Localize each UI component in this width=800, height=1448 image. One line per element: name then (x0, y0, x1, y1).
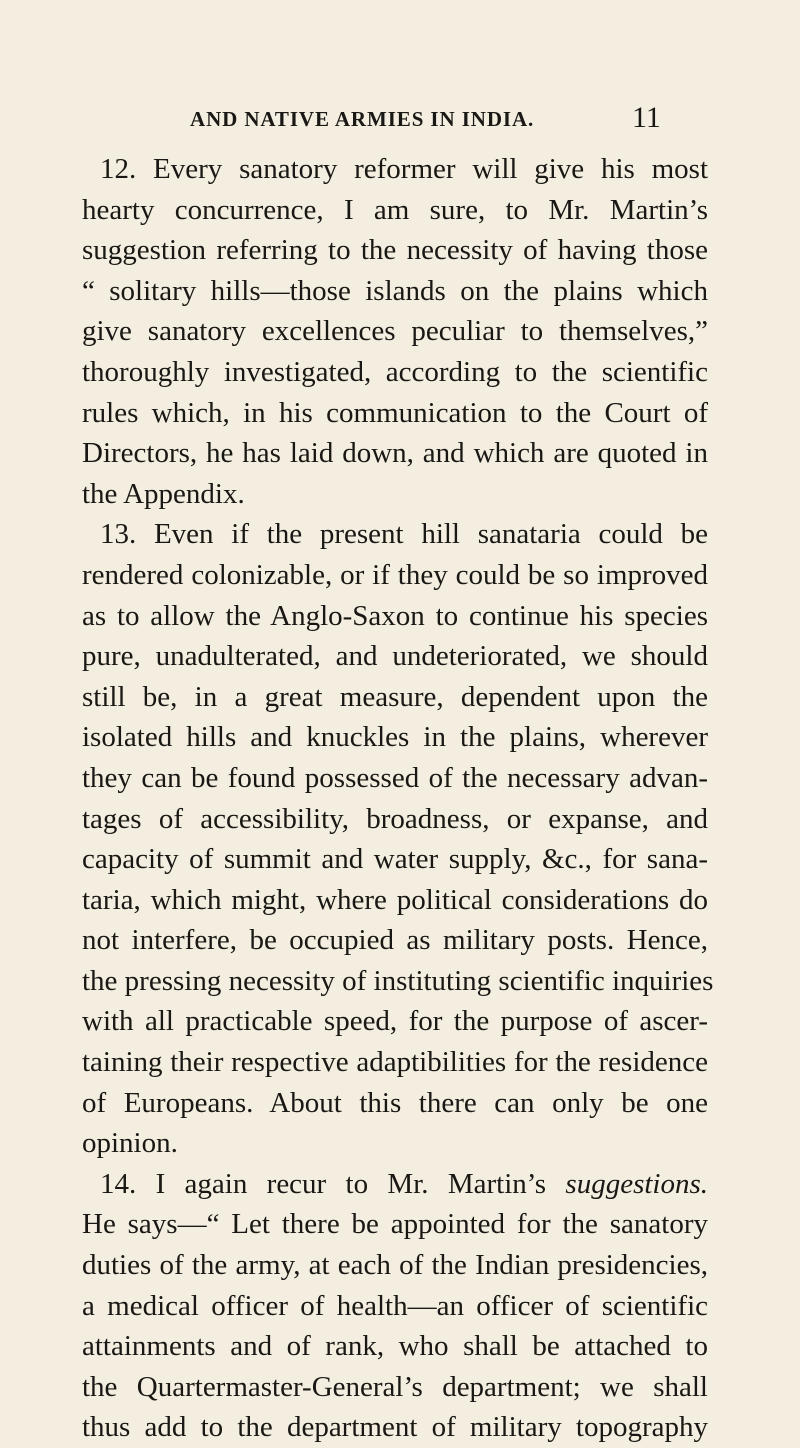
text-line: a medical officer of health—an officer of scientific (82, 1289, 708, 1322)
text-line: “ solitary hills—those islands on the plains which (82, 274, 708, 307)
running-header-title: AND NATIVE ARMIES IN INDIA. (190, 107, 535, 131)
text-line: opinion. (82, 1127, 178, 1160)
text-line: give sanatory excellences peculiar to themselves,” (82, 315, 708, 348)
text-line: 13. Even if the present hill sanataria could be (100, 518, 708, 551)
text-line: duties of the army, at each of the Indian presidencies, (82, 1249, 708, 1282)
text-line: with all practicable speed, for the purpose of ascer- (82, 1005, 708, 1038)
text-line: 12. Every sanatory reformer will give his most (100, 153, 708, 185)
text-line: He says—“ Let there be appointed for the sanatory (82, 1208, 708, 1241)
text-line: of Europeans. About this there can only be one (82, 1086, 708, 1119)
text-line: still be, in a great measure, dependent upon the (82, 680, 708, 713)
text-line: thus add to the department of military topography (82, 1411, 708, 1444)
text-line: they can be found possessed of the necessary advan- (82, 761, 708, 794)
text-line: thoroughly investigated, according to the scientific (82, 355, 708, 388)
text-line: Directors, he has laid down, and which are quoted in (82, 437, 708, 470)
italic-word: suggestions. (565, 1167, 708, 1200)
text-line: pure, unadulterated, and undeteriorated, we should (82, 640, 708, 673)
running-header (0, 101, 800, 141)
text-line: tages of accessibility, broadness, or expanse, and (82, 802, 708, 835)
text-line: hearty concurrence, I am sure, to Mr. Martin’s (82, 193, 708, 226)
text-line: taining their respective adaptibilities for the residence (82, 1046, 708, 1079)
text-line: isolated hills and knuckles in the plains, wherever (82, 721, 708, 754)
text-line: rendered colonizable, or if they could be so improved (82, 558, 708, 591)
text-line: suggestion referring to the necessity of having those (82, 234, 708, 267)
body-text (82, 149, 714, 1448)
text-line: rules which, in his communication to the Court of (82, 396, 708, 429)
text-line: 14. I again recur to Mr. Martin’s suggestions. (100, 1167, 708, 1200)
text-line: the pressing necessity of instituting scientific inquiries (82, 964, 714, 997)
text-line: as to allow the Anglo-Saxon to continue his species (82, 599, 708, 632)
page-number: 11 (632, 101, 661, 134)
text-line: capacity of summit and water supply, &c., for sana- (82, 843, 708, 876)
text-line: attainments and of rank, who shall be attached to (82, 1330, 708, 1363)
text-line: taria, which might, where political considerations do (82, 883, 708, 916)
text-line: the Appendix. (82, 477, 245, 510)
text-line: not interfere, be occupied as military posts. Hence, (82, 924, 708, 957)
text-line: the Quartermaster-General’s department; we shall (82, 1370, 708, 1403)
